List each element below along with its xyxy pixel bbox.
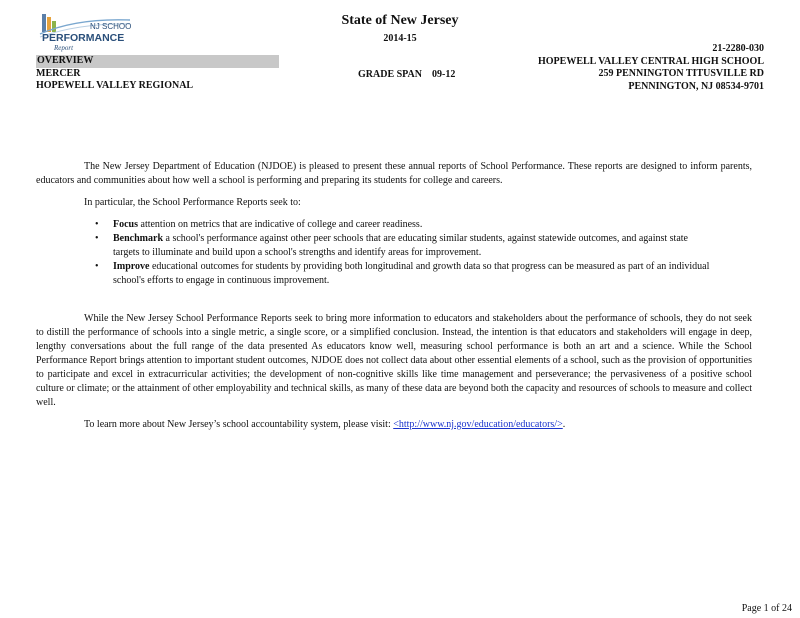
- bullet-term: Focus: [113, 219, 138, 230]
- bullet-term: Improve: [113, 261, 150, 272]
- school-name: HOPEWELL VALLEY CENTRAL HIGH SCHOOL: [538, 55, 764, 67]
- list-item: [113, 232, 752, 260]
- page-number: Page 1 of 24: [741, 603, 792, 614]
- page-title: State of New Jersey: [341, 13, 459, 28]
- logo-line1: NJ SCHOOL: [90, 22, 132, 31]
- bullet-text: educational outcomes for students by providing both longitudinal and growth data so that progress can be measured as part of an individual school's efforts to engage in continuous improvement.: [113, 261, 710, 286]
- overview-body: [36, 160, 752, 432]
- lead-paragraph: In particular, the School Performance Reports seek to:: [84, 197, 301, 208]
- section-heading: OVERVIEW: [36, 55, 279, 68]
- district-name: HOPEWELL VALLEY REGIONAL: [36, 80, 194, 91]
- logo-line3: Report: [54, 44, 74, 52]
- bullet-term: Benchmark: [113, 233, 163, 244]
- school-info: [538, 43, 764, 93]
- list-item: [113, 260, 752, 288]
- grade-span: [358, 69, 455, 80]
- grade-span-value: 09-12: [431, 69, 456, 80]
- intro-paragraph: The New Jersey Department of Education (NJDOE) is pleased to present these annual reports of School Performance. These reports are designed to inform parents, educators and communities about how well a school is performing and preparing its students for college and careers.: [36, 161, 752, 186]
- learn-more-text: To learn more about New Jersey’s school accountability system, please visit:: [84, 419, 394, 430]
- school-address-line1: 259 PENNINGTON TITUSVILLE RD: [598, 68, 764, 79]
- disclaimer-paragraph: While the New Jersey School Performance Reports seek to bring more information to educators and stakeholders about the performance of schools, they do not seek to distill the performance of schools into a single metric, a single score, or a simplified conclusion. Instead, the intention is that educators and stakeholders will engage in deep, lengthy conversations about the full range of the data presented As educators know well, measuring school performance is both an art and a science. While the School Performance Report brings attention to important student outcomes, NJDOE does not collect data about other essential elements of a school, such as the provision of opportunities to participate and excel in extracurricular activities; the development of non-cognitive skills like time management and perseverance; the pervasiveness of a positive school culture or climate; or the attainment of other employability and technical skills, as many of these data are beyond both the capacity and resources of schools to measure and collect well.: [36, 313, 752, 408]
- county-name: MERCER: [36, 67, 81, 79]
- bullet-text: a school's performance against other peer schools that are educating similar students, against statewide outcomes, and against state targets to illuminate and build upon a school's strengths and identify areas for improvement.: [113, 233, 688, 258]
- list-item: [113, 218, 752, 232]
- learn-more-paragraph: [36, 418, 752, 432]
- school-address-line2: PENNINGTON, NJ 08534-9701: [628, 80, 764, 92]
- goals-list: [36, 218, 752, 288]
- bullet-text: attention on metrics that are indicative of college and career readiness.: [138, 219, 423, 230]
- district-info: [36, 55, 279, 93]
- logo-line2: PERFORMANCE: [42, 32, 125, 44]
- learn-more-period: .: [562, 419, 566, 430]
- educators-link[interactable]: <http://www.nj.gov/education/educators/>: [393, 419, 563, 430]
- school-code: 21-2280-030: [712, 43, 764, 54]
- school-year: 2014-15: [383, 33, 417, 44]
- grade-span-label: GRADE SPAN: [358, 69, 422, 80]
